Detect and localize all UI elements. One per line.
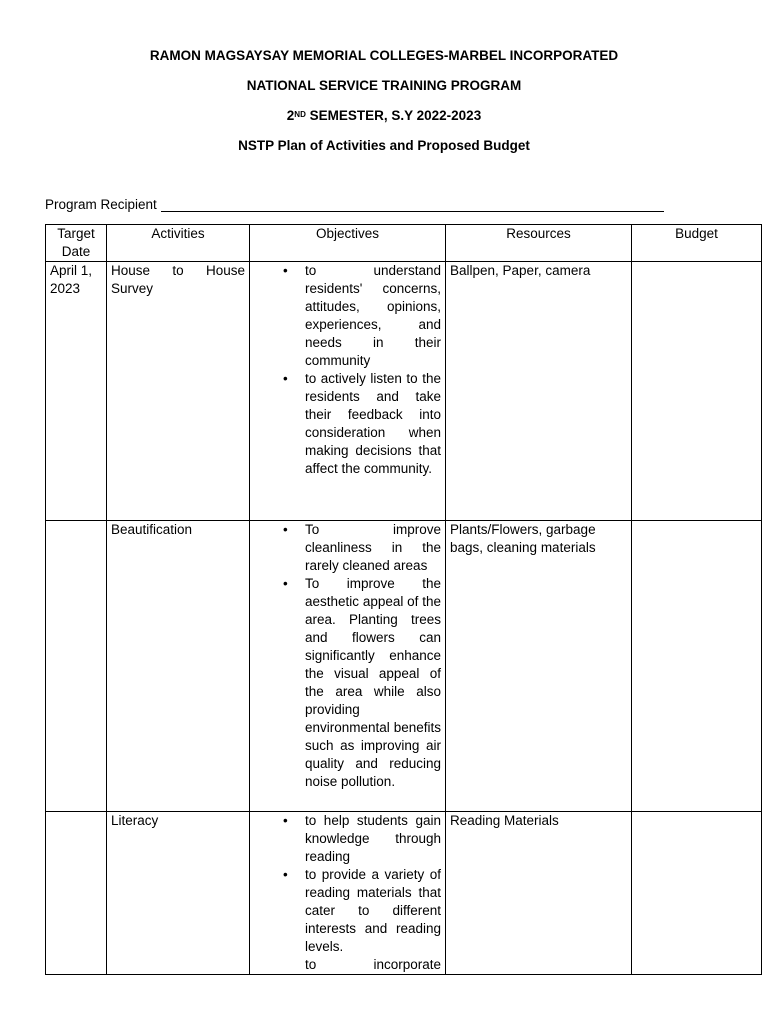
target-date-cell	[46, 812, 107, 975]
program-recipient-label: Program Recipient	[45, 197, 157, 212]
target-date-cell	[46, 521, 107, 812]
header-budget: Budget	[632, 225, 762, 262]
objective-item: • to provide a variety of reading materials that cater to different interests and reading levels.	[305, 866, 441, 956]
document-header	[0, 46, 768, 166]
budget-cell	[632, 262, 762, 521]
semester-ordinal: ND	[294, 110, 306, 119]
resources-cell: Plants/Flowers, garbage bags, cleaning materials	[446, 521, 632, 812]
budget-cell	[632, 812, 762, 975]
target-date-cell: April 1, 2023	[46, 262, 107, 521]
resources-cell: Ballpen, Paper, camera	[446, 262, 632, 521]
program-name: NATIONAL SERVICE TRAINING PROGRAM	[246, 78, 522, 93]
table-header-row	[46, 225, 762, 262]
objective-item: • to understand residents' concerns, attitudes, opinions, experiences, and needs in their community	[305, 262, 441, 370]
table-row	[46, 521, 762, 812]
header-target-date: Target Date	[46, 225, 107, 262]
objectives-cell	[250, 521, 446, 812]
document-title: NSTP Plan of Activities and Proposed Budget	[238, 138, 530, 153]
objective-item: • To improve the aesthetic appeal of the area. Planting trees and flowers can significantly enhance the visual appeal of the area while also providing environmental benefits such as improving air quality and reducing noise pollution.	[305, 575, 441, 791]
institution-name: RAMON MAGSAYSAY MEMORIAL COLLEGES-MARBEL INCORPORATED	[149, 48, 619, 63]
objective-item: • to incorporate	[305, 956, 441, 974]
activities-table	[45, 224, 762, 975]
header-resources: Resources	[446, 225, 632, 262]
activity-cell: House to House Survey	[107, 262, 250, 521]
objective-item: • to actively listen to the residents and take their feedback into consideration when making decisions that affect the community.	[305, 370, 441, 478]
program-recipient-line	[45, 195, 664, 212]
table-row	[46, 812, 762, 975]
budget-cell	[632, 521, 762, 812]
objective-item: • to help students gain knowledge through reading	[305, 812, 441, 866]
objectives-cell	[250, 812, 446, 975]
table-row	[46, 262, 762, 521]
semester-number: 2	[286, 108, 295, 123]
activity-cell: Literacy	[107, 812, 250, 975]
objectives-cell	[250, 262, 446, 521]
semester-rest: SEMESTER, S.Y 2022-2023	[305, 108, 482, 123]
semester-line	[0, 106, 768, 136]
header-activities: Activities	[107, 225, 250, 262]
header-objectives: Objectives	[250, 225, 446, 262]
activity-cell: Beautification	[107, 521, 250, 812]
program-recipient-blank	[161, 195, 664, 212]
resources-cell: Reading Materials	[446, 812, 632, 975]
objective-item: • To improve cleanliness in the rarely cleaned areas	[305, 521, 441, 575]
